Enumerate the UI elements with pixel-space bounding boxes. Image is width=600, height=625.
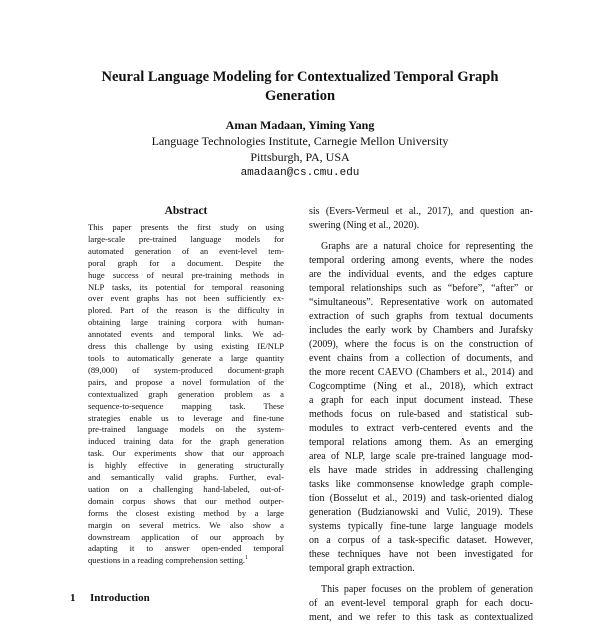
body-line: “simultaneous”. Representative work on automated bbox=[309, 297, 533, 308]
body-line: ment, and we refer to this task as contextualized bbox=[309, 612, 533, 623]
body-line: extraction of such graphs from textual documents bbox=[309, 311, 533, 322]
abstract-line: dress this challenge by using existing IE/NLP bbox=[88, 341, 284, 352]
abstract-line: plored. Part of the reason is the difficulty in bbox=[88, 305, 284, 316]
abstract-body bbox=[88, 222, 284, 567]
abstract-line: domain corpus shows that our method outper- bbox=[88, 495, 284, 506]
abstract-line: large-scale pre-trained language models for bbox=[88, 233, 284, 244]
abstract-line: NLP tasks, its potential for temporal reasoning bbox=[88, 281, 284, 292]
body-line: temporal graph extraction. bbox=[309, 563, 415, 574]
abstract-line: poral graph for a document. Despite the bbox=[88, 257, 284, 268]
author-names: Aman Madaan, Yiming Yang bbox=[225, 118, 375, 132]
footnote-marker[interactable]: 1 bbox=[245, 555, 249, 562]
section-heading-introduction bbox=[70, 592, 150, 604]
paper-title-line-1: Neural Language Modeling for Contextualized Temporal Graph bbox=[101, 69, 499, 85]
abstract-line: uation on a challenging hand-labeled, out-of- bbox=[88, 483, 284, 494]
body-line: (2009), where the focus is on the construction of bbox=[309, 339, 533, 350]
abstract-line: margin on several metrics. We also show a bbox=[88, 519, 284, 530]
author-affiliation: Language Technologies Institute, Carnegie Mellon University bbox=[151, 134, 449, 148]
abstract-line: task. Our experiments show that our approach bbox=[88, 448, 284, 459]
abstract-line: This paper presents the first study on using bbox=[88, 222, 284, 232]
author-email: amadaan@cs.cmu.edu bbox=[240, 167, 360, 179]
paragraph-gap bbox=[309, 233, 533, 240]
section-number: 1 bbox=[70, 592, 76, 604]
body-line: includes the early work by Chambers and Jurafsky bbox=[309, 325, 533, 336]
abstract-line: and semantically valid graphs. Further, eval- bbox=[88, 472, 284, 483]
abstract-line: induced training data for the graph generation bbox=[88, 436, 284, 447]
abstract-line: tools to automatically generate a large quantity bbox=[88, 352, 284, 363]
abstract-line: is highly effective in generating structurally bbox=[88, 460, 284, 471]
abstract-line: pairs, and propose a novel formulation of the bbox=[88, 376, 284, 387]
body-line: generation (Budzianowski and Vulić, 2019). These bbox=[309, 507, 533, 518]
author-location: Pittsburgh, PA, USA bbox=[250, 150, 350, 164]
body-line: els have made strides in addressing challenging bbox=[309, 465, 533, 476]
abstract-line: downstream application of our approach by bbox=[88, 531, 284, 542]
body-line: systems typically fine-tune large language models bbox=[309, 521, 533, 532]
body-line: the more recent CAEVO (Chambers et al., 2014) and bbox=[309, 367, 533, 378]
author-block bbox=[60, 117, 540, 181]
body-line: tasks like commonsense knowledge graph comple- bbox=[309, 479, 533, 490]
body-line: This paper focuses on the problem of generation bbox=[321, 584, 533, 595]
body-line: Cogcomptime (Ning et al., 2018), which extract bbox=[309, 381, 533, 392]
abstract-line: huge success of neural pre-training methods in bbox=[88, 269, 284, 280]
right-column-body bbox=[309, 205, 533, 625]
body-line: event chains from a collection of documents, and bbox=[309, 353, 533, 364]
body-line: temporal relations among them. As an emerging bbox=[309, 437, 533, 448]
body-line: area of NLP, large scale pre-trained language mod- bbox=[309, 451, 533, 462]
abstract-line: forms the closest existing method by a large bbox=[88, 507, 284, 518]
body-line: these techniques have not been investigated for bbox=[309, 549, 533, 560]
body-line: swering (Ning et al., 2020). bbox=[309, 220, 420, 231]
abstract-line: annotated events and temporal links. We ad- bbox=[88, 329, 284, 340]
body-line: tion (Bosselut et al., 2019) and task-oriented dialog bbox=[309, 493, 533, 504]
section-title: Introduction bbox=[90, 592, 150, 604]
abstract-line: automated generation of an event-level tem- bbox=[88, 245, 284, 256]
body-line: of an event-level temporal graph for each docu- bbox=[309, 598, 533, 609]
body-line: sis (Evers-Vermeul et al., 2017), and question an- bbox=[309, 206, 533, 217]
body-line: temporal relationships such as “before”, “after” or bbox=[309, 283, 533, 294]
abstract-line: contextualized graph generation problem as a bbox=[88, 388, 284, 399]
paragraph-gap bbox=[309, 576, 533, 583]
paper-title bbox=[60, 68, 540, 106]
body-line: Graphs are a natural choice for representing the bbox=[321, 241, 533, 252]
body-line: modules to extract verb-centered events and the bbox=[309, 423, 533, 434]
body-line: are the individual events, and the edges capture bbox=[309, 269, 533, 280]
abstract-heading: Abstract bbox=[164, 205, 208, 217]
body-line: a graph for each input document instead. These bbox=[309, 395, 533, 406]
paper-title-line-2: Generation bbox=[264, 88, 336, 104]
abstract-line: obtaining large training corpora with human- bbox=[88, 317, 284, 328]
abstract-line-last bbox=[88, 555, 284, 567]
abstract-line: pre-trained language models on the system- bbox=[88, 424, 284, 435]
abstract-line: over event graphs has not been sufficiently ex- bbox=[88, 293, 284, 304]
abstract-line: (89,000) of system-produced document-graph bbox=[88, 364, 284, 375]
body-line: on a corpus of a task-specific dataset. However, bbox=[309, 535, 533, 546]
abstract-line: strategies enable us to leverage and fine-tune bbox=[88, 412, 284, 423]
abstract-line: sequence-to-sequence mapping task. These bbox=[88, 400, 284, 411]
abstract-line: adapting it to answer open-ended temporal bbox=[88, 543, 284, 554]
body-line: methods focus on rule-based and statistical sub- bbox=[309, 409, 533, 420]
abstract-line-text: questions in a reading comprehension setting. bbox=[88, 555, 246, 566]
body-line: temporal ordering among events, where the nodes bbox=[309, 255, 533, 266]
